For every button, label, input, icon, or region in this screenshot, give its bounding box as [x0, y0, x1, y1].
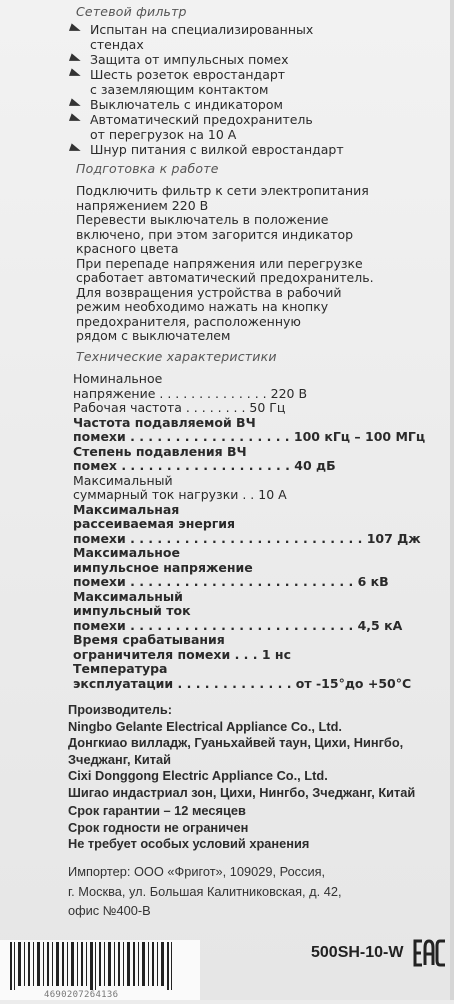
spec-line: помехи . . . . . . . . . . . . . . . . . . . . . . . . . 6 кВ [73, 574, 389, 589]
feature-item: Шнур питания с вилкой евростандарт [64, 142, 444, 157]
spec-line: Максимальный [73, 472, 173, 488]
section-title-preparation: Подготовка к работе [76, 161, 219, 176]
barcode-number: 4690207264136 [44, 990, 119, 1000]
feature-item: Шесть розеток евростандарт с заземляющим контактом [64, 67, 444, 97]
arrow-bullet-icon [69, 98, 82, 109]
spec-line: Максимальная [73, 501, 180, 517]
preparation-text: Подключить фильтр к сети электропитания напряжением 220 В Перевести выключатель в положение включено, при этом загорится индикатор красного цвета При перепаде напряжения или перегрузке сработает автоматический предохранитель. Для возвращения устройства в рабочий режим необходимо нажать на кнопку предохранителя, расположенную рядом с выключателем [76, 183, 374, 343]
feature-item: Испытан на специализированных стендах [64, 22, 444, 52]
spec-line: Номинальное [73, 371, 163, 386]
spec-line: помех . . . . . . . . . . . . . . . . . . . 40 дБ [73, 458, 336, 473]
arrow-bullet-icon [69, 53, 82, 64]
spec-line: напряжение . . . . . . . . . . . . . . 220 В [73, 385, 308, 401]
producer-block: Производитель: Ningbo Gelante Electrical Appliance Co., Ltd. Донгкиао вилладж, Гуаньхайвей таун, Цихи, Нингбо, Зчеджанг, Китай Cixi Donggong Electric Appliance Co., Ltd. Шигао индастриал зон, Цихи, Нингбо, Зчеджанг, Китай [68, 702, 416, 800]
spec-line: Максимальное [73, 545, 180, 560]
eac-mark-icon [412, 938, 448, 968]
arrow-bullet-icon [69, 23, 82, 34]
spec-line: импульсный ток [73, 603, 191, 618]
spec-line: суммарный ток нагрузки . . 10 А [73, 487, 287, 502]
spec-line: Частота подавляемой ВЧ [73, 414, 256, 430]
importer-block: Импортер: ООО «Фригот», 109029, Россия, г. Москва, ул. Большая Калитниковская, д. 42, офис №400-В [68, 864, 342, 918]
arrow-bullet-icon [69, 68, 82, 79]
spec-line: Температура [73, 661, 168, 676]
spec-line: Рабочая частота . . . . . . . . 50 Гц [73, 400, 286, 415]
arrow-bullet-icon [69, 113, 82, 124]
section-title-tech: Технические характеристики [76, 349, 277, 364]
spec-line: помехи . . . . . . . . . . . . . . . . . . 100 кГц – 100 МГц [73, 429, 426, 444]
spec-line: ограничителя помехи . . . 1 нс [73, 646, 291, 662]
spec-list [73, 372, 448, 691]
model-number: 500SH-10-W [311, 944, 404, 961]
spec-line: Максимальный [73, 588, 183, 604]
feature-list [64, 22, 444, 157]
spec-line: Время срабатывания [73, 632, 225, 647]
spec-line: импульсное напряжение [73, 559, 253, 575]
spec-line: рассеиваемая энергия [73, 516, 236, 531]
page-edge [450, 0, 454, 1000]
arrow-bullet-icon [69, 143, 82, 154]
feature-item: Автоматический предохранитель от перегрузок на 10 А [64, 112, 444, 142]
feature-item: Выключатель с индикатором [64, 97, 444, 112]
spec-line: помехи . . . . . . . . . . . . . . . . . . . . . . . . . 4,5 кА [73, 617, 403, 633]
section-title-filter: Сетевой фильтр [76, 4, 187, 19]
spec-line: эксплуатации . . . . . . . . . . . . . от -15°до +50°С [73, 675, 412, 691]
spec-line: помехи . . . . . . . . . . . . . . . . . . . . . . . . . . 107 Дж [73, 530, 421, 546]
spec-line: Степень подавления ВЧ [73, 443, 247, 459]
warranty-block: Срок гарантии – 12 месяцев Срок годности не ограничен Не требует особых условий хранения [68, 803, 310, 851]
feature-item: Защита от импульсных помех [64, 52, 444, 67]
